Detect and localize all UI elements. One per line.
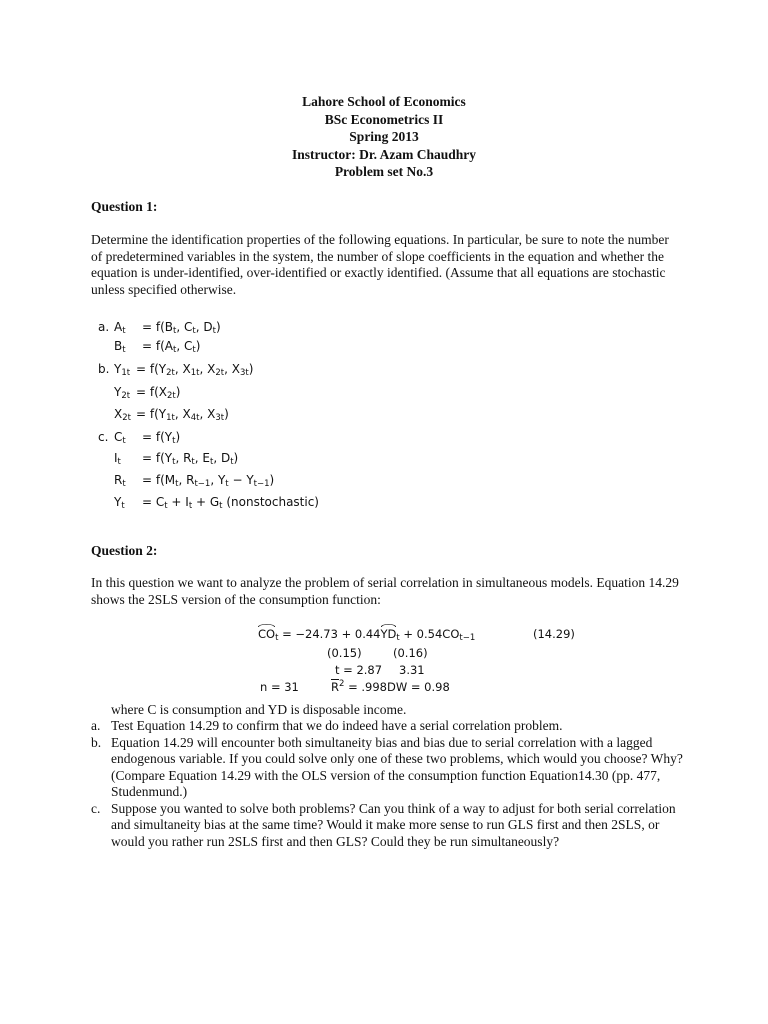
variable-definitions: where C is consumption and YD is disposable income. (111, 702, 407, 717)
list-item: c. Suppose you wanted to solve both problems? Can you think of a way to adjust for both serial correlation and simultaneity bias at the same time? Would it make more sense to run GLS first and then 2SLS, or would you rather run 2SLS first and then GLS? Could they be run simultaneously? (91, 800, 676, 849)
t-stat-1: t = 2.87 (335, 663, 383, 677)
list-item: a. Test Equation 14.29 to confirm that we do indeed have a serial correlation problem. (91, 718, 563, 733)
question-1-title: Question 1: (91, 199, 158, 214)
problem-set-title: Problem set No.3 (334, 164, 434, 179)
label-b: b. (98, 362, 110, 376)
question-2-text: In this question we want to analyze the problem of serial correlation in simultaneous models. Equation 14.29 shows the 2SLS version of the consumption function: (91, 575, 679, 607)
regression-equation (258, 626, 588, 696)
r-squared: $\overline{R}^2 = .998$ (331, 679, 387, 694)
list-item: b. Equation 14.29 will encounter both simultaneity bias and bias due to serial correlation with a lagged endogenous variable. If you could solve only one of these two problems, which would you choose? Why? (Compare Equation 14.29 with the OLS version of the consumption function Equation14.30 (pp. 477, Studenmund.) (91, 734, 683, 799)
term: Spring 2013 (349, 129, 419, 144)
label-c: c. (98, 430, 109, 444)
std-error-2: (0.16) (393, 646, 428, 660)
question-2-items (91, 718, 691, 850)
std-error-1: (0.15) (327, 646, 362, 660)
course-name: BSc Econometrics II (324, 111, 444, 127)
sample-size: n = 31 (260, 680, 299, 694)
nonstochastic-note: (nonstochastic) (226, 495, 319, 509)
t-stat-2: 3.31 (399, 663, 425, 677)
document-header (0, 94, 768, 182)
document-page: Lahore School of Economics BSc Econometrics II Spring 2013 Instructor: Dr. Azam Chaudhry Problem set No.3 Question 1: Determine the identification properties of the following equations. In particular, be sure to note the number of predetermined variables in the system, the number of slope coefficients in the equation and whether the equation is under-identified, over-identified or exactly identified. (Assume that all equations are stochastic unless specified otherwise. a. $A_t$ = $f(B_t$, $C_t$, $D_t$) $B_t$ = $f(A_t$, $C_t$) b. $Y_{1t}$ = $f(Y_{2t}$, $X_{1t}$, $X_{2t}$, $X_{3t}$) $Y_{2t}$ = $f(X_{2t})$ $X_{2t}$ = $f(Y_{1t}$, $X_{4t}$, $X_{3t}$) c. $C_t$ = $f(Y_t)$ $I_t$ = $f(Y_t$, $R_t$, $E_t$, $D_t$) $R_t$ = $f(M_t$, $R_{t-1}$, $Y_t - Y_{t-1}$) $Y_t$ = $C_t + I_t + G_t$ (nonstochastic) Question 2: In this question we want to analyze the problem of serial correlation in simultaneous models. Equation 14.29 shows the 2SLS version of the consumption function: $CO_t = -24.73 + 0.44YD_t + 0.54CO_{t-1}$ (14.29) (0.15) (0.16) t = 2.87 3.31 n = 31 $\overline{R}^2 = .998$ DW = 0.98 where C is consumption and YD is disposable income. a. Test Equation 14.29 to confirm that we do indeed have a serial correlation problem. b. Equation 14.29 will encounter both simultaneity bias and bias due to serial correlation with a lagged endogenous variable. If you could solve only one of these two problems, which would you choose? Why? (Compare Equation 14.29 with the OLS version of the consumption function Equation14.30 (pp. 477, Studenmund.) c. Suppose you wanted to solve both problems? Can you think of a way to adjust for both serial correlation and simultaneity bias at the same time? Would it make more sense to run GLS first and then 2SLS, or would you rather run 2SLS first and then GLS? Could they be run simultaneously? (0, 0, 768, 1024)
regression-main-line: $CO_t = -24.73 + 0.44YD_t + 0.54CO_{t-1}$ (258, 627, 476, 643)
question-2-title: Question 2: (91, 543, 158, 558)
instructor: Instructor: Dr. Azam Chaudhry (291, 146, 476, 162)
school-name: Lahore School of Economics (302, 94, 466, 109)
label-a: a. (98, 320, 110, 334)
question-1-text: Determine the identification properties of the following equations. In particular, be sure to note the number of predetermined variables in the system, the number of slope coefficients in the equation and whether the equation is under-identified, over-identified or exactly identified. (Assume that all equations are stochastic unless specified otherwise. (91, 232, 669, 297)
equation-number: (14.29) (533, 627, 575, 641)
durbin-watson: DW = 0.98 (387, 680, 450, 694)
